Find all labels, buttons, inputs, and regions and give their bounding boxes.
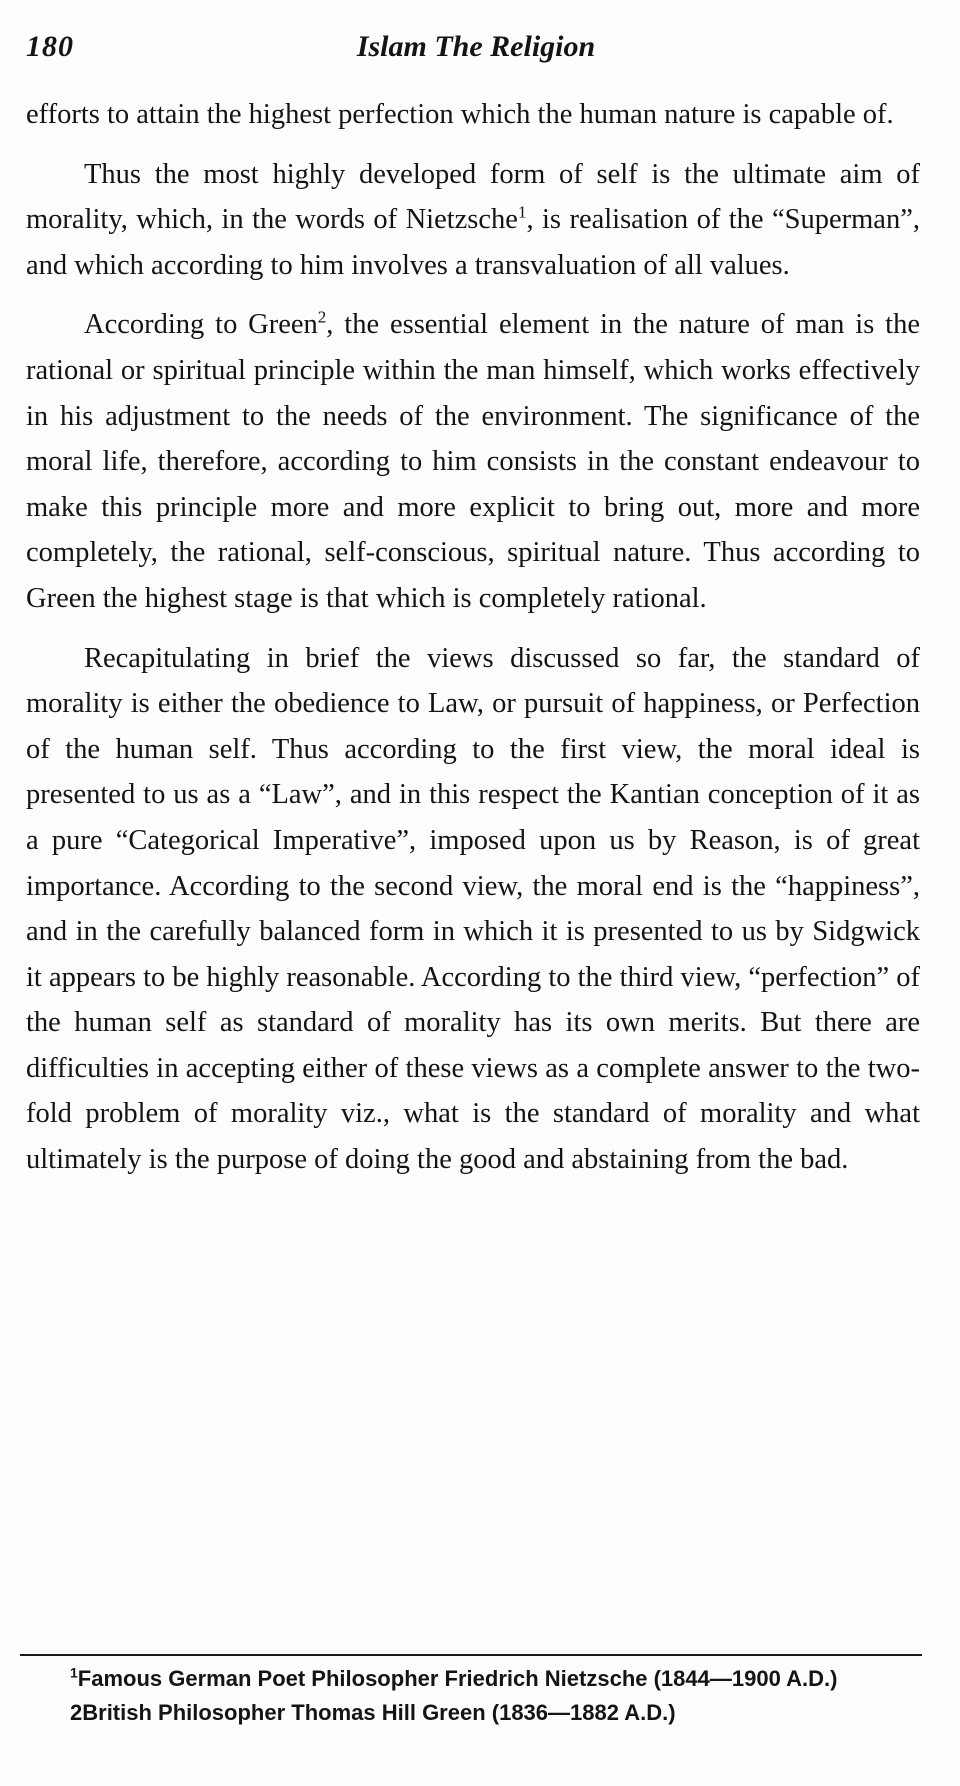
paragraph-text: , is realisation of the “Superman”, and which according to him involves a transvaluation of all values. xyxy=(26,204,920,281)
paragraph-text: efforts to attain the highest perfection which the human nature is capable of. xyxy=(26,99,894,130)
footnote-nietzsche xyxy=(20,1662,922,1696)
footnote-green xyxy=(20,1696,922,1730)
paragraph-recapitulation xyxy=(26,636,920,1183)
footnote-divider xyxy=(20,1654,922,1656)
paragraph-nietzsche xyxy=(26,152,920,289)
footnote-text: Famous German Poet Philosopher Friedrich Nietzsche (1844—1900 A.D.) xyxy=(77,1666,838,1691)
page-header xyxy=(26,30,926,74)
paragraph-continuation xyxy=(26,92,920,138)
footnote-number: 1 xyxy=(70,1664,78,1681)
paragraph-text: Recapitulating in brief the views discussed so far, the standard of morality is either the obedience to Law, or pursuit of happiness, or Perfection of the human self. Thus according to the first view, the moral ideal is presented to us as a “Law”, and in this respect the Kantian conception of it as a pure “Categorical Imperative”, imposed upon us by Reason, is of great importance. According to the second view, the moral end is the “happiness”, and in the carefully balanced form in which it is presented to us by Sidgwick it appears to be highly reasonable. According to the third view, “perfection” of the human self as standard of morality has its own merits. But there are difficulties in accepting either of these views as a complete answer to the two-fold problem of morality viz., what is the standard of morality and what ultimately is the purpose of doing the good and abstaining from the bad. xyxy=(26,642,921,1176)
footnote-text: British Philosopher Thomas Hill Green (1836—1882 A.D.) xyxy=(82,1700,676,1725)
paragraph-text: Thus the most highly developed form of self is the ultimate aim of morality, which, in the words of Nietzsche xyxy=(26,158,920,236)
main-text xyxy=(26,92,920,1183)
footnote-marker: 2 xyxy=(317,307,327,327)
paragraph-green xyxy=(26,302,920,621)
footnote-marker: 1 xyxy=(517,202,527,222)
footnote-number: 2 xyxy=(70,1700,83,1725)
paragraph-text: According to Green xyxy=(84,309,318,341)
paragraph-text: , the essential element in the nature of man is the rational or spiritual principle within the man himself, which works effectively in his adjustment to the needs of the environment. The significance of the moral life, therefore, according to him consists in the constant endeavour to make this principle more and more explicit to bring out, more and more completely, the rational, self-conscious, spiritual nature. Thus according to Green the highest stage is that which is completely rational. xyxy=(26,309,920,614)
running-title: Islam The Religion xyxy=(356,30,596,63)
footnotes xyxy=(20,1662,922,1730)
page-number: 180 xyxy=(26,30,74,63)
